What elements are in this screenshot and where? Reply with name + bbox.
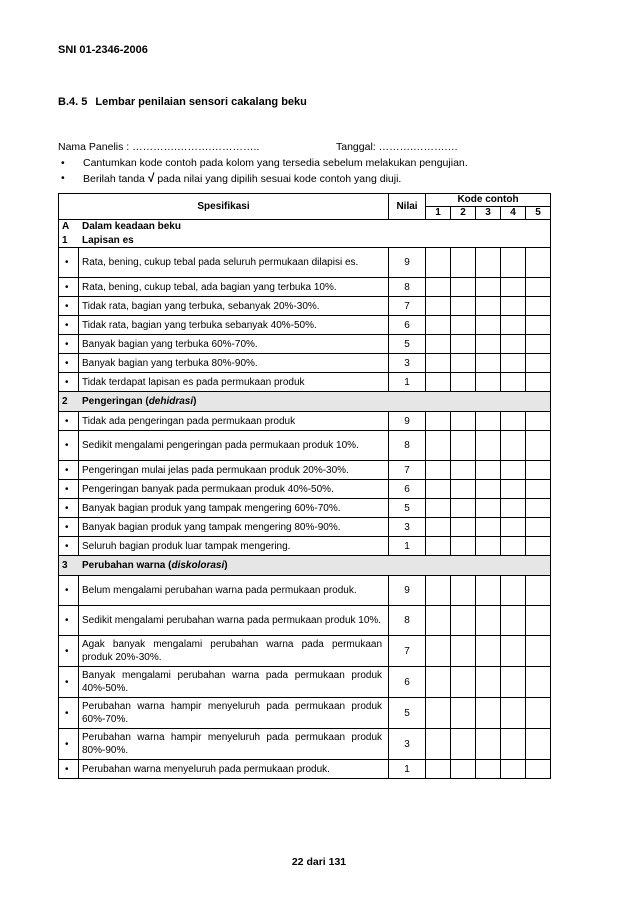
sample-4-cell[interactable]: [501, 431, 526, 461]
category-code: 2: [62, 396, 68, 407]
bullet-icon: •: [59, 248, 79, 278]
spec-row: [59, 297, 551, 316]
spec-text: Tidak terdapat lapisan es pada permukaan produk: [79, 373, 389, 392]
spec-text: Perubahan warna menyeluruh pada permukaan produk.: [79, 760, 389, 779]
bullet-icon: •: [59, 278, 79, 297]
sample-4-cell[interactable]: [501, 760, 526, 779]
nilai-value: 6: [389, 480, 426, 499]
bullet-icon: •: [59, 316, 79, 335]
spec-row: [59, 354, 551, 373]
sample-1-cell[interactable]: [426, 480, 451, 499]
sample-5-cell[interactable]: [526, 667, 551, 698]
spec-text: Banyak bagian yang terbuka 60%-70%.: [79, 335, 389, 354]
sample-1-cell[interactable]: [426, 760, 451, 779]
spec-text: Banyak bagian yang terbuka 80%-90%.: [79, 354, 389, 373]
sample-2-cell[interactable]: [451, 335, 476, 354]
panelist-line: [58, 141, 458, 153]
sample-2-cell[interactable]: [451, 606, 476, 636]
bullet-icon: •: [59, 373, 79, 392]
sample-3-cell[interactable]: [476, 698, 501, 729]
bullet-icon: •: [59, 576, 79, 606]
sample-2-cell[interactable]: [451, 760, 476, 779]
standard-header: SNI 01-2346-2006: [58, 44, 148, 56]
sample-5-cell[interactable]: [526, 499, 551, 518]
sample-5-cell[interactable]: [526, 518, 551, 537]
sample-3-cell[interactable]: [476, 667, 501, 698]
nilai-value: 1: [389, 373, 426, 392]
sample-1-cell[interactable]: [426, 606, 451, 636]
spec-text: Perubahan warna hampir menyeluruh pada permukaan produk 60%-70%.: [79, 698, 389, 729]
bullet-icon: •: [59, 297, 79, 316]
nilai-value: 3: [389, 729, 426, 760]
sample-2-cell[interactable]: [451, 698, 476, 729]
sample-4-cell[interactable]: [501, 636, 526, 667]
code-column-3: 3: [476, 207, 501, 220]
category-title: Perubahan warna (: [82, 560, 172, 571]
category-title-post: ): [193, 396, 197, 407]
spec-row: [59, 373, 551, 392]
section-number: B.4. 5: [58, 96, 88, 108]
spec-text: Rata, bening, cukup tebal pada seluruh permukaan dilapisi es.: [79, 248, 389, 278]
spec-row: [59, 412, 551, 431]
sample-2-cell[interactable]: [451, 518, 476, 537]
instruction-text-post: pada nilai yang dipilih sesuai kode contoh yang diuji.: [157, 173, 402, 185]
sample-5-cell[interactable]: [526, 316, 551, 335]
sample-1-cell[interactable]: [426, 667, 451, 698]
bullet-icon: •: [59, 518, 79, 537]
category-title: Lapisan es: [82, 234, 134, 246]
spec-row: [59, 316, 551, 335]
spec-row: [59, 760, 551, 779]
panelist-name-field[interactable]: Nama Panelis : ………….……….…………..: [58, 141, 260, 153]
bullet-icon: •: [59, 698, 79, 729]
spec-row: [59, 499, 551, 518]
sample-2-cell[interactable]: [451, 412, 476, 431]
bullet-icon: •: [59, 354, 79, 373]
sample-4-cell[interactable]: [501, 518, 526, 537]
sample-2-cell[interactable]: [451, 729, 476, 760]
sample-3-cell[interactable]: [476, 248, 501, 278]
sample-4-cell[interactable]: [501, 480, 526, 499]
sample-2-cell[interactable]: [451, 576, 476, 606]
bullet-icon: •: [59, 760, 79, 779]
sample-2-cell[interactable]: [451, 431, 476, 461]
sample-1-cell[interactable]: [426, 335, 451, 354]
spec-text: Banyak bagian produk yang tampak mengering 60%-70%.: [79, 499, 389, 518]
spec-row: [59, 278, 551, 297]
sample-5-cell[interactable]: [526, 729, 551, 760]
spec-text: Agak banyak mengalami perubahan warna pada permukaan produk 20%-30%.: [79, 636, 389, 667]
sample-5-cell[interactable]: [526, 335, 551, 354]
category-row: [59, 234, 551, 248]
sample-1-cell[interactable]: [426, 537, 451, 556]
sample-1-cell[interactable]: [426, 354, 451, 373]
sample-5-cell[interactable]: [526, 480, 551, 499]
code-column-2: 2: [451, 207, 476, 220]
sample-5-cell[interactable]: [526, 248, 551, 278]
sample-3-cell[interactable]: [476, 606, 501, 636]
bullet-icon: •: [59, 431, 79, 461]
nilai-value: 8: [389, 278, 426, 297]
sample-1-cell[interactable]: [426, 297, 451, 316]
spec-row: [59, 636, 551, 667]
sample-4-cell[interactable]: [501, 354, 526, 373]
bullet-icon: •: [59, 667, 79, 698]
sample-4-cell[interactable]: [501, 537, 526, 556]
bullet-icon: •: [59, 729, 79, 760]
sample-3-cell[interactable]: [476, 278, 501, 297]
sample-5-cell[interactable]: [526, 760, 551, 779]
sample-2-cell[interactable]: [451, 499, 476, 518]
sample-5-cell[interactable]: [526, 297, 551, 316]
sample-1-cell[interactable]: [426, 636, 451, 667]
bullet-icon: •: [61, 157, 65, 169]
nilai-value: 6: [389, 667, 426, 698]
spec-text: Tidak rata, bagian yang terbuka sebanyak 40%-50%.: [79, 316, 389, 335]
sample-5-cell[interactable]: [526, 431, 551, 461]
sample-1-cell[interactable]: [426, 248, 451, 278]
sample-2-cell[interactable]: [451, 636, 476, 667]
sample-5-cell[interactable]: [526, 537, 551, 556]
category-row: [59, 556, 551, 576]
code-column-1: 1: [426, 207, 451, 220]
sample-3-cell[interactable]: [476, 316, 501, 335]
spec-row: [59, 461, 551, 480]
nilai-value: 7: [389, 636, 426, 667]
sample-3-cell[interactable]: [476, 729, 501, 760]
spec-row: [59, 729, 551, 760]
sample-2-cell[interactable]: [451, 248, 476, 278]
date-field[interactable]: Tanggal: ……….……….…: [336, 141, 458, 153]
nilai-value: 7: [389, 297, 426, 316]
spec-text: Tidak rata, bagian yang terbuka, sebanyak 20%-30%.: [79, 297, 389, 316]
instructions-list: [58, 156, 468, 186]
spec-row: [59, 480, 551, 499]
spec-text: Banyak mengalami perubahan warna pada permukaan produk 40%-50%.: [79, 667, 389, 698]
nilai-value: 8: [389, 606, 426, 636]
category-title: Pengeringan (: [82, 396, 149, 407]
instruction-text-pre: Berilah tanda: [83, 173, 145, 185]
bullet-icon: •: [59, 335, 79, 354]
nilai-value: 5: [389, 335, 426, 354]
spec-row: [59, 698, 551, 729]
nilai-value: 3: [389, 354, 426, 373]
spec-row: [59, 667, 551, 698]
bullet-icon: •: [59, 606, 79, 636]
spec-text: Rata, bening, cukup tebal, ada bagian yang terbuka 10%.: [79, 278, 389, 297]
sample-1-cell[interactable]: [426, 412, 451, 431]
spec-text: Pengeringan mulai jelas pada permukaan produk 20%-30%.: [79, 461, 389, 480]
nilai-value: 9: [389, 248, 426, 278]
bullet-icon: •: [59, 461, 79, 480]
spec-text: Pengeringan banyak pada permukaan produk 40%-50%.: [79, 480, 389, 499]
sample-4-cell[interactable]: [501, 499, 526, 518]
sample-4-cell[interactable]: [501, 698, 526, 729]
spec-row: [59, 576, 551, 606]
sample-5-cell[interactable]: [526, 698, 551, 729]
category-title-em: dehidrasi: [148, 396, 194, 407]
sample-2-cell[interactable]: [451, 316, 476, 335]
sample-2-cell[interactable]: [451, 297, 476, 316]
sample-3-cell[interactable]: [476, 412, 501, 431]
sample-3-cell[interactable]: [476, 461, 501, 480]
sample-3-cell[interactable]: [476, 518, 501, 537]
group-row: [59, 220, 551, 234]
sample-2-cell[interactable]: [451, 480, 476, 499]
spec-row: [59, 537, 551, 556]
sample-4-cell[interactable]: [501, 316, 526, 335]
sample-4-cell[interactable]: [501, 373, 526, 392]
sample-3-cell[interactable]: [476, 480, 501, 499]
category-row: [59, 392, 551, 412]
sample-2-cell[interactable]: [451, 667, 476, 698]
bullet-icon: •: [59, 499, 79, 518]
sample-1-cell[interactable]: [426, 373, 451, 392]
sample-1-cell[interactable]: [426, 698, 451, 729]
sample-3-cell[interactable]: [476, 499, 501, 518]
sample-2-cell[interactable]: [451, 537, 476, 556]
nilai-value: 8: [389, 431, 426, 461]
sample-4-cell[interactable]: [501, 248, 526, 278]
spec-text: Sedikit mengalami pengeringan pada permukaan produk 10%.: [79, 431, 389, 461]
spec-text: Belum mengalami perubahan warna pada permukaan produk.: [79, 576, 389, 606]
spec-row: [59, 518, 551, 537]
bullet-icon: •: [61, 172, 65, 184]
sample-3-cell[interactable]: [476, 373, 501, 392]
sample-2-cell[interactable]: [451, 278, 476, 297]
sample-1-cell[interactable]: [426, 499, 451, 518]
instruction-item: [58, 156, 468, 171]
nilai-value: 1: [389, 537, 426, 556]
sample-3-cell[interactable]: [476, 636, 501, 667]
category-code: 1: [62, 234, 68, 246]
assessment-table: [58, 193, 551, 779]
sample-4-cell[interactable]: [501, 297, 526, 316]
category-code: 3: [62, 560, 68, 571]
spec-text: Sedikit mengalami perubahan warna pada permukaan produk 10%.: [79, 606, 389, 636]
code-column-5: 5: [526, 207, 551, 220]
sample-5-cell[interactable]: [526, 354, 551, 373]
spec-text: Seluruh bagian produk luar tampak mengering.: [79, 537, 389, 556]
instruction-item: [58, 171, 468, 186]
instruction-text: Cantumkan kode contoh pada kolom yang tersedia sebelum melakukan pengujian.: [83, 157, 468, 169]
sample-5-cell[interactable]: [526, 278, 551, 297]
sample-4-cell[interactable]: [501, 729, 526, 760]
nilai-value: 9: [389, 412, 426, 431]
sample-1-cell[interactable]: [426, 518, 451, 537]
sample-5-cell[interactable]: [526, 576, 551, 606]
sample-2-cell[interactable]: [451, 461, 476, 480]
group-code: A: [62, 221, 70, 233]
bullet-icon: •: [59, 412, 79, 431]
nilai-value: 3: [389, 518, 426, 537]
sample-4-cell[interactable]: [501, 576, 526, 606]
sample-3-cell[interactable]: [476, 297, 501, 316]
sample-1-cell[interactable]: [426, 729, 451, 760]
spec-text: Tidak ada pengeringan pada permukaan produk: [79, 412, 389, 431]
column-header-spesifikasi: Spesifikasi: [59, 194, 389, 220]
category-title-post: ): [224, 560, 228, 571]
sample-1-cell[interactable]: [426, 461, 451, 480]
category-title-em: diskolorasi: [171, 560, 225, 571]
sample-5-cell[interactable]: [526, 412, 551, 431]
spec-row: [59, 606, 551, 636]
nilai-value: 5: [389, 698, 426, 729]
nilai-value: 6: [389, 316, 426, 335]
bullet-icon: •: [59, 537, 79, 556]
sample-3-cell[interactable]: [476, 335, 501, 354]
sample-2-cell[interactable]: [451, 354, 476, 373]
sample-4-cell[interactable]: [501, 278, 526, 297]
sample-3-cell[interactable]: [476, 537, 501, 556]
spec-row: [59, 248, 551, 278]
sample-3-cell[interactable]: [476, 354, 501, 373]
spec-row: [59, 431, 551, 461]
spec-row: [59, 335, 551, 354]
sample-3-cell[interactable]: [476, 576, 501, 606]
bullet-icon: •: [59, 480, 79, 499]
sample-5-cell[interactable]: [526, 373, 551, 392]
sample-3-cell[interactable]: [476, 431, 501, 461]
nilai-value: 5: [389, 499, 426, 518]
sample-5-cell[interactable]: [526, 636, 551, 667]
bullet-icon: •: [59, 636, 79, 667]
section-title-text: Lembar penilaian sensori cakalang beku: [95, 96, 307, 108]
section-title: [58, 96, 307, 108]
column-header-nilai: Nilai: [389, 194, 426, 220]
code-column-4: 4: [501, 207, 526, 220]
sample-4-cell[interactable]: [501, 412, 526, 431]
sample-4-cell[interactable]: [501, 667, 526, 698]
sample-1-cell[interactable]: [426, 278, 451, 297]
checkmark-icon: √: [147, 171, 155, 185]
nilai-value: 1: [389, 760, 426, 779]
sample-1-cell[interactable]: [426, 431, 451, 461]
sample-5-cell[interactable]: [526, 606, 551, 636]
nilai-value: 9: [389, 576, 426, 606]
page-number: 22 dari 131: [291, 856, 347, 868]
group-title: Dalam keadaan beku: [82, 221, 181, 233]
sample-1-cell[interactable]: [426, 316, 451, 335]
nilai-value: 7: [389, 461, 426, 480]
column-header-kode-contoh: Kode contoh: [426, 194, 551, 207]
sample-5-cell[interactable]: [526, 461, 551, 480]
sample-4-cell[interactable]: [501, 606, 526, 636]
spec-text: Banyak bagian produk yang tampak mengering 80%-90%.: [79, 518, 389, 537]
sample-2-cell[interactable]: [451, 373, 476, 392]
spec-text: Perubahan warna hampir menyeluruh pada permukaan produk 80%-90%.: [79, 729, 389, 760]
sample-3-cell[interactable]: [476, 760, 501, 779]
sample-1-cell[interactable]: [426, 576, 451, 606]
sample-4-cell[interactable]: [501, 461, 526, 480]
sample-4-cell[interactable]: [501, 335, 526, 354]
